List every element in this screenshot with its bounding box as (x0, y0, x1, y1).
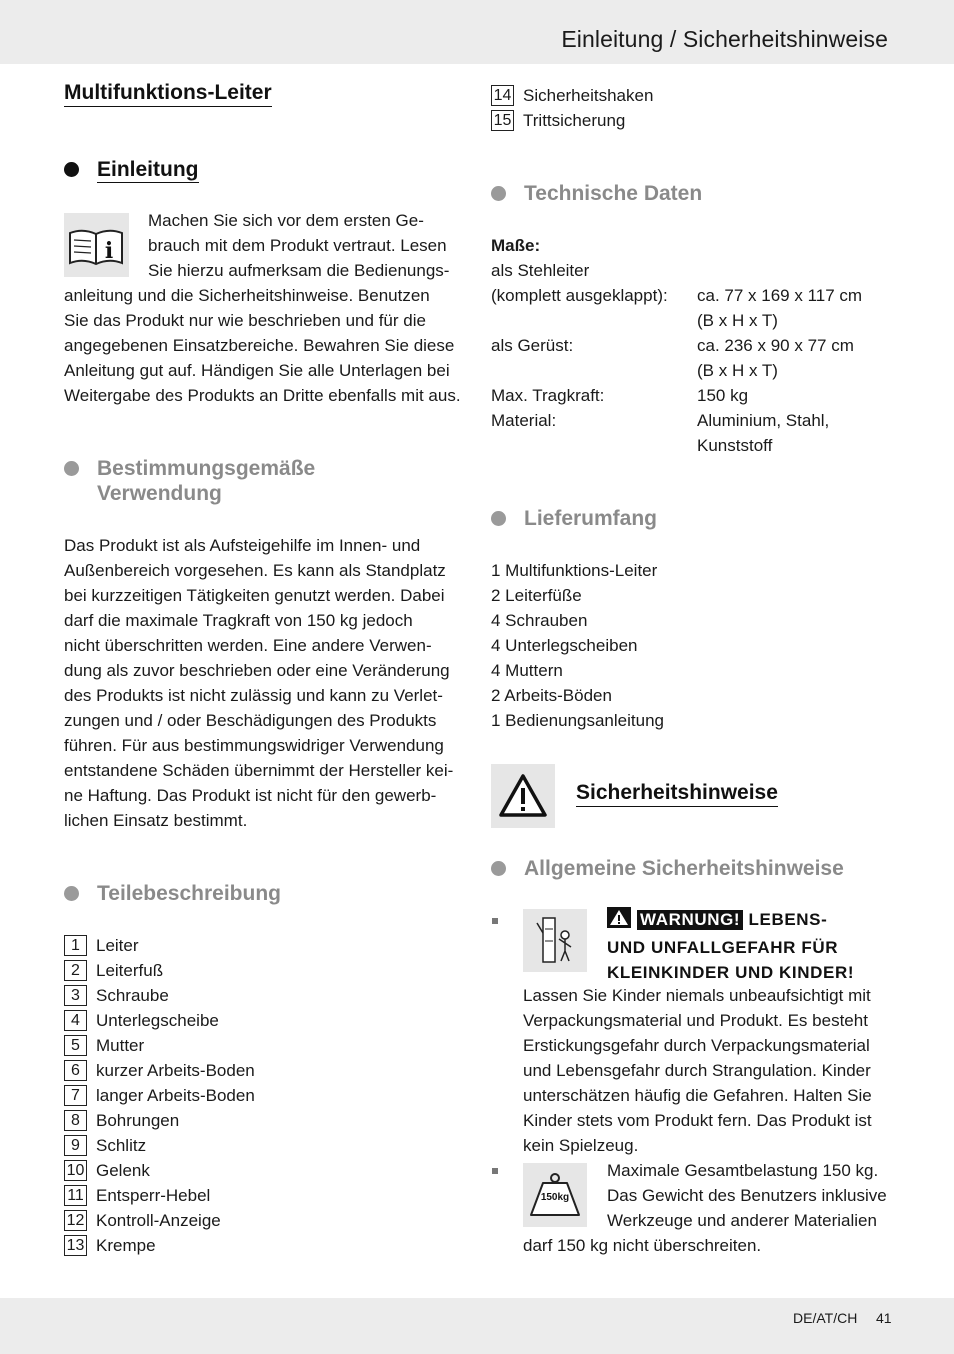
einleitung-line: brauch mit dem Produkt vertraut. Lesen (148, 236, 447, 255)
section-bullet (491, 511, 506, 526)
einleitung-line: anleitung und die Sicherheitshinweise. Benutzen (64, 286, 430, 305)
part-number: 1 (64, 935, 87, 956)
part-label: Entsperr-Hebel (96, 1186, 211, 1205)
heading-teilebeschreibung-text: Teilebeschreibung (97, 882, 281, 905)
heading-technische-daten (491, 181, 702, 206)
part-number: 4 (64, 1010, 87, 1031)
warning-sign-icon (607, 907, 631, 935)
heading-bestimmung (64, 456, 315, 506)
warning-heading-block (607, 907, 907, 985)
part-label: langer Arbeits-Boden (96, 1086, 255, 1105)
bestimmung-line: nicht überschritten werden. Eine andere Verwen- (64, 636, 432, 655)
warning-line: Verpackungsmaterial und Produkt. Es besteht (523, 1011, 868, 1030)
table-row (491, 308, 911, 333)
part-number: 15 (491, 110, 514, 131)
tech-value: Aluminium, Stahl, (697, 411, 830, 430)
bestimmung-line: lichen Einsatz bestimmt. (64, 811, 248, 830)
tech-value: ca. 77 x 169 x 117 cm (697, 286, 863, 305)
weight-icon (523, 1163, 587, 1227)
heading-technische-daten-text: Technische Daten (524, 182, 703, 205)
part-label: Kontroll-Anzeige (96, 1211, 221, 1230)
einleitung-para-indent (148, 208, 449, 283)
einleitung-line: Weitergabe des Produkts an Dritte ebenfalls mit aus. (64, 386, 461, 405)
bestimmung-line: entstandene Schäden übernimmt der Hersteller kei- (64, 761, 454, 780)
svg-text:i: i (104, 238, 114, 264)
bestimmung-line: Außenbereich vorgesehen. Es kann als Standplatz (64, 561, 446, 580)
einleitung-line: angegebenen Einsatzbereiche. Bewahren Sie diese (64, 336, 455, 355)
tech-value: Kunststoff (697, 436, 773, 455)
part-number: 14 (491, 85, 514, 106)
tech-data-table (491, 258, 911, 458)
warning-heading-text: UND UNFALLGEFAHR FÜR (607, 938, 839, 957)
load-line: Maximale Gesamtbelastung 150 kg. (607, 1161, 879, 1180)
list-item (64, 1108, 255, 1133)
tech-value: (B x H x T) (697, 311, 778, 330)
part-label: kurzer Arbeits-Boden (96, 1061, 255, 1080)
tech-label: Max. Tragkraft: (491, 386, 605, 405)
part-label: Bohrungen (96, 1111, 180, 1130)
bestimmung-line: ne Haftung. Das Produkt ist nicht für den gewerb- (64, 786, 437, 805)
heading-sicherheitshinweise: Sicherheitshinweise (576, 781, 778, 807)
list-item: 2 Arbeits-Böden (491, 686, 612, 705)
einleitung-para (64, 283, 461, 408)
load-paragraph-indent (607, 1158, 887, 1233)
parts-list-continued (491, 83, 653, 133)
section-bullet (64, 162, 79, 177)
part-number: 11 (64, 1185, 87, 1206)
section-bullet (491, 861, 506, 876)
part-number: 2 (64, 960, 87, 981)
part-number: 13 (64, 1235, 87, 1256)
heading-lieferumfang-text: Lieferumfang (524, 507, 658, 530)
table-row (491, 383, 911, 408)
tech-value: (B x H x T) (697, 361, 778, 380)
list-item (491, 108, 653, 133)
heading-bestimmung-line2: Verwendung (97, 482, 222, 505)
bestimmung-line: Das Produkt ist als Aufsteigehilfe im Innen- und (64, 536, 421, 555)
list-item: 1 Multifunktions-Leiter (491, 561, 658, 580)
list-item: 4 Unterlegscheiben (491, 636, 638, 655)
heading-einleitung-text: Einleitung (97, 158, 199, 181)
list-item: 4 Schrauben (491, 611, 588, 630)
einleitung-line: Machen Sie sich vor dem ersten Ge- (148, 211, 424, 230)
part-number: 6 (64, 1060, 87, 1081)
list-item (64, 958, 255, 983)
bestimmung-line: des Produkts ist nicht zulässig und kann zu Verlet- (64, 686, 443, 705)
bestimmung-line: zungen und / oder Beschädigungen des Produkts (64, 711, 437, 730)
child-safety-icon (523, 909, 587, 972)
part-number: 5 (64, 1035, 87, 1056)
list-item (64, 1083, 255, 1108)
warning-line: unterschätzen häufig die Gefahren. Halten Sie (523, 1086, 872, 1105)
parts-list (64, 933, 255, 1258)
einleitung-line: Sie das Produkt nur wie beschrieben und für die (64, 311, 426, 330)
lieferumfang-list (491, 558, 664, 733)
table-row (491, 283, 911, 308)
part-label: Unterlegscheibe (96, 1011, 219, 1030)
warning-heading-text: LEBENS- (748, 910, 828, 929)
list-item (64, 1158, 255, 1183)
list-item (491, 83, 653, 108)
warning-paragraph (523, 983, 872, 1158)
list-item (64, 1208, 255, 1233)
weight-icon-label: 150kg (540, 1192, 570, 1203)
load-line: Werkzeuge und anderer Materialien (607, 1211, 877, 1230)
einleitung-line: Sie hierzu aufmerksam die Bedienungs- (148, 261, 450, 280)
bestimmung-line: darf die maximale Tragkraft von 150 kg jedoch (64, 611, 413, 630)
list-item (64, 1058, 255, 1083)
square-bullet (492, 918, 498, 924)
bestimmung-line: bei kurzzeitigen Tätigkeiten genutzt werden. Dabei (64, 586, 445, 605)
tech-label: (komplett ausgeklappt): (491, 286, 668, 305)
load-line: Das Gewicht des Benutzers inklusive (607, 1186, 887, 1205)
part-label: Leiterfuß (96, 961, 164, 980)
heading-bestimmung-line1: Bestimmungsgemäße (97, 457, 316, 480)
part-number: 12 (64, 1210, 87, 1231)
warning-line: und Lebensgefahr durch Strangulation. Kinder (523, 1061, 871, 1080)
list-item (64, 1233, 255, 1258)
document-title: Multifunktions-Leiter (64, 81, 272, 107)
footer-band (0, 1298, 954, 1354)
list-item (64, 933, 255, 958)
table-row (491, 433, 911, 458)
warning-badge: WARNUNG! (637, 910, 743, 930)
tech-label: Material: (491, 411, 557, 430)
part-number: 8 (64, 1110, 87, 1131)
part-number: 10 (64, 1160, 87, 1181)
part-label: Schraube (96, 986, 169, 1005)
page-number: 41 (876, 1310, 892, 1326)
part-number: 7 (64, 1085, 87, 1106)
part-label: Trittsicherung (523, 111, 626, 130)
bestimmung-line: dung als zuvor beschrieben oder eine Veränderung (64, 661, 450, 680)
table-row (491, 333, 911, 358)
warning-line: kein Spielzeug. (523, 1136, 639, 1155)
load-line: darf 150 kg nicht überschreiten. (523, 1236, 762, 1255)
table-row (491, 358, 911, 383)
bestimmung-line: führen. Für aus bestimmungswidriger Verwendung (64, 736, 444, 755)
tech-label: als Gerüst: (491, 336, 574, 355)
heading-lieferumfang (491, 506, 657, 531)
section-bullet (64, 461, 79, 476)
tech-label: als Stehleiter (491, 261, 590, 280)
tech-value: ca. 236 x 90 x 77 cm (697, 336, 854, 355)
footer-language: DE/AT/CH (793, 1310, 858, 1326)
part-label: Krempe (96, 1236, 156, 1255)
part-label: Gelenk (96, 1161, 150, 1180)
list-item: 2 Leiterfüße (491, 586, 582, 605)
heading-teilebeschreibung (64, 881, 281, 906)
list-item (64, 1033, 255, 1058)
warning-heading-text: KLEINKINDER UND KINDER! (607, 963, 855, 982)
part-number: 3 (64, 985, 87, 1006)
bestimmung-para (64, 533, 453, 833)
part-label: Mutter (96, 1036, 145, 1055)
book-info-icon (64, 213, 129, 277)
warning-line: Erstickungsgefahr durch Verpackungsmaterial (523, 1036, 870, 1055)
masse-label: Maße: (491, 236, 541, 255)
page-header-title: Einleitung / Sicherheitshinweise (561, 26, 888, 52)
list-item: 4 Muttern (491, 661, 563, 680)
section-bullet (491, 186, 506, 201)
square-bullet (492, 1168, 498, 1174)
warning-line: Kinder stets vom Produkt fern. Das Produkt ist (523, 1111, 872, 1130)
warning-line: Lassen Sie Kinder niemals unbeaufsichtigt mit (523, 986, 871, 1005)
part-label: Leiter (96, 936, 139, 955)
heading-allgemeine-sicherheitshinweise (491, 856, 844, 881)
warning-triangle-icon (491, 764, 555, 828)
section-bullet (64, 886, 79, 901)
table-row (491, 408, 911, 433)
part-number: 9 (64, 1135, 87, 1156)
warning-heading-line (607, 907, 907, 935)
list-item (64, 1008, 255, 1033)
part-label: Schlitz (96, 1136, 147, 1155)
list-item (64, 1133, 255, 1158)
tech-value: 150 kg (697, 386, 749, 405)
list-item (64, 1183, 255, 1208)
heading-allgemeine-text: Allgemeine Sicherheitshinweise (524, 857, 844, 880)
table-row (491, 258, 911, 283)
part-label: Sicherheitshaken (523, 86, 654, 105)
heading-einleitung (64, 157, 199, 182)
list-item: 1 Bedienungsanleitung (491, 711, 664, 730)
load-paragraph (523, 1233, 761, 1258)
einleitung-line: Anleitung gut auf. Händigen Sie alle Unterlagen bei (64, 361, 450, 380)
list-item (64, 983, 255, 1008)
